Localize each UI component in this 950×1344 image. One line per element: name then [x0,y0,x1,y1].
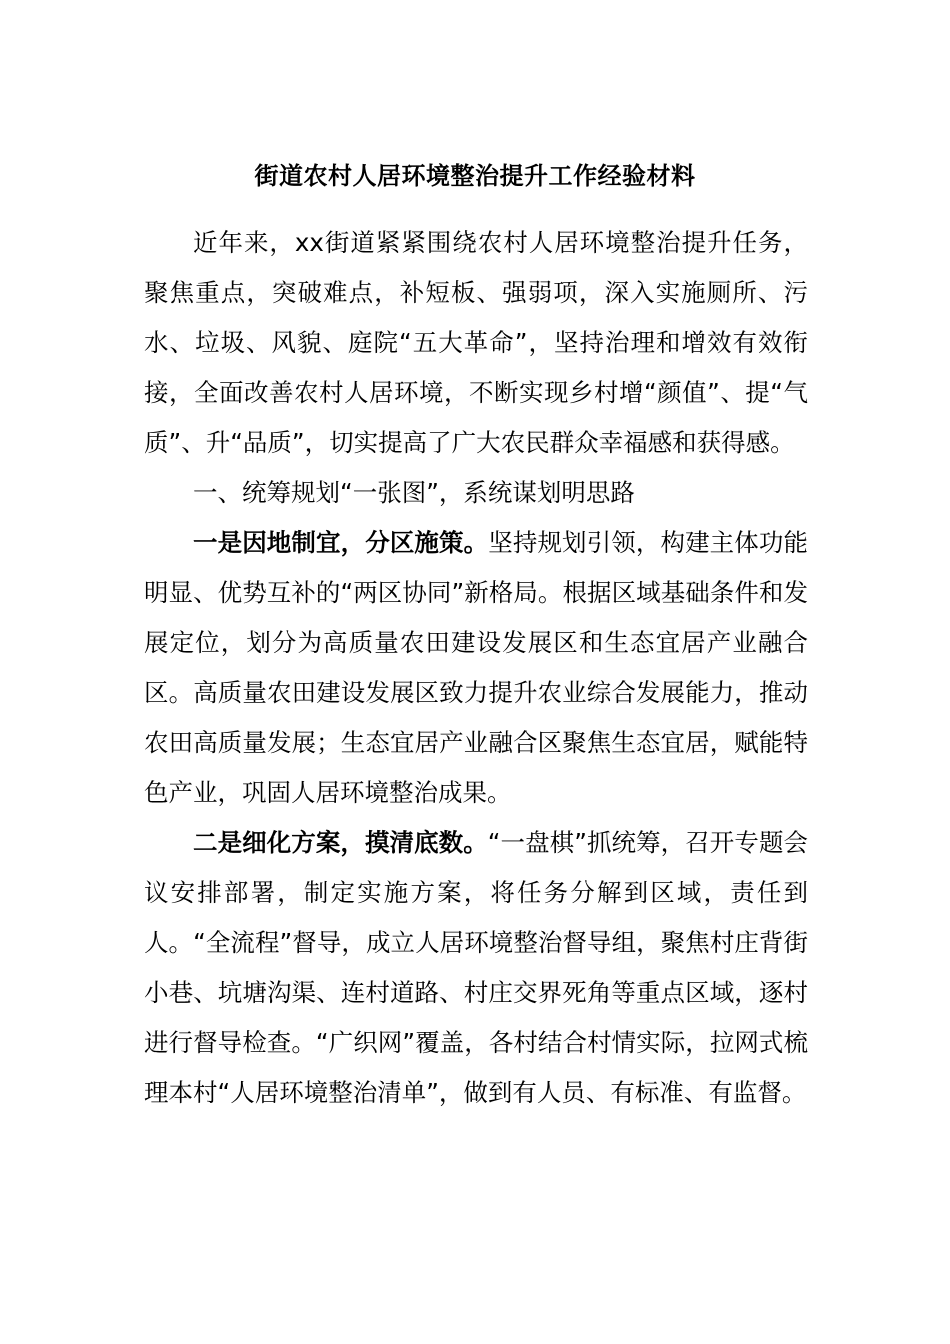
paragraph-one-lead: 一是因地制宜，分区施策。 [193,528,489,557]
section-heading: 一、统筹规划“一张图”，系统谋划明思路 [193,478,635,507]
document-body [144,218,808,1118]
intro-paragraph: 近年来，xx街道紧紧围绕农村人居环境整治提升任务，聚焦重点，突破难点，补短板、强弱项，深入实施厕所、污水、垃圾、风貌、庭院“五大革命”，坚持治理和增效有效衔接，全面改善农村人居环境，不断实现乡村增“颜值”、提“气质”、升“品质”，切实提高了广大农民群众幸福感和获得感。 [144,228,808,457]
paragraph-two [144,818,808,1118]
document-title: 街道农村人居环境整治提升工作经验材料 [254,162,696,190]
paragraph-two-text: “一盘棋”抓统筹，召开专题会议安排部署，制定实施方案，将任务分解到区域，责任到人。“全流程”督导，成立人居环境整治督导组，聚焦村庄背街小巷、坑塘沟渠、连村道路、村庄交界死角等重点区域，逐村进行督导检查。“广织网”覆盖，各村结合村情实际，拉网式梳理本村“人居环境整治清单”，做到有人员、有标准、有监督。 [144,828,809,1107]
paragraph-one [144,518,808,818]
paragraph-two-lead: 二是细化方案，摸清底数。 [193,828,488,857]
paragraph-one-text: 坚持规划引领，构建主体功能明显、优势互补的“两区协同”新格局。根据区域基础条件和发展定位，划分为高质量农田建设发展区和生态宜居产业融合区。高质量农田建设发展区致力提升农业综合发展能力，推动农田高质量发展；生态宜居产业融合区聚焦生态宜居，赋能特色产业，巩固人居环境整治成果。 [144,528,808,807]
